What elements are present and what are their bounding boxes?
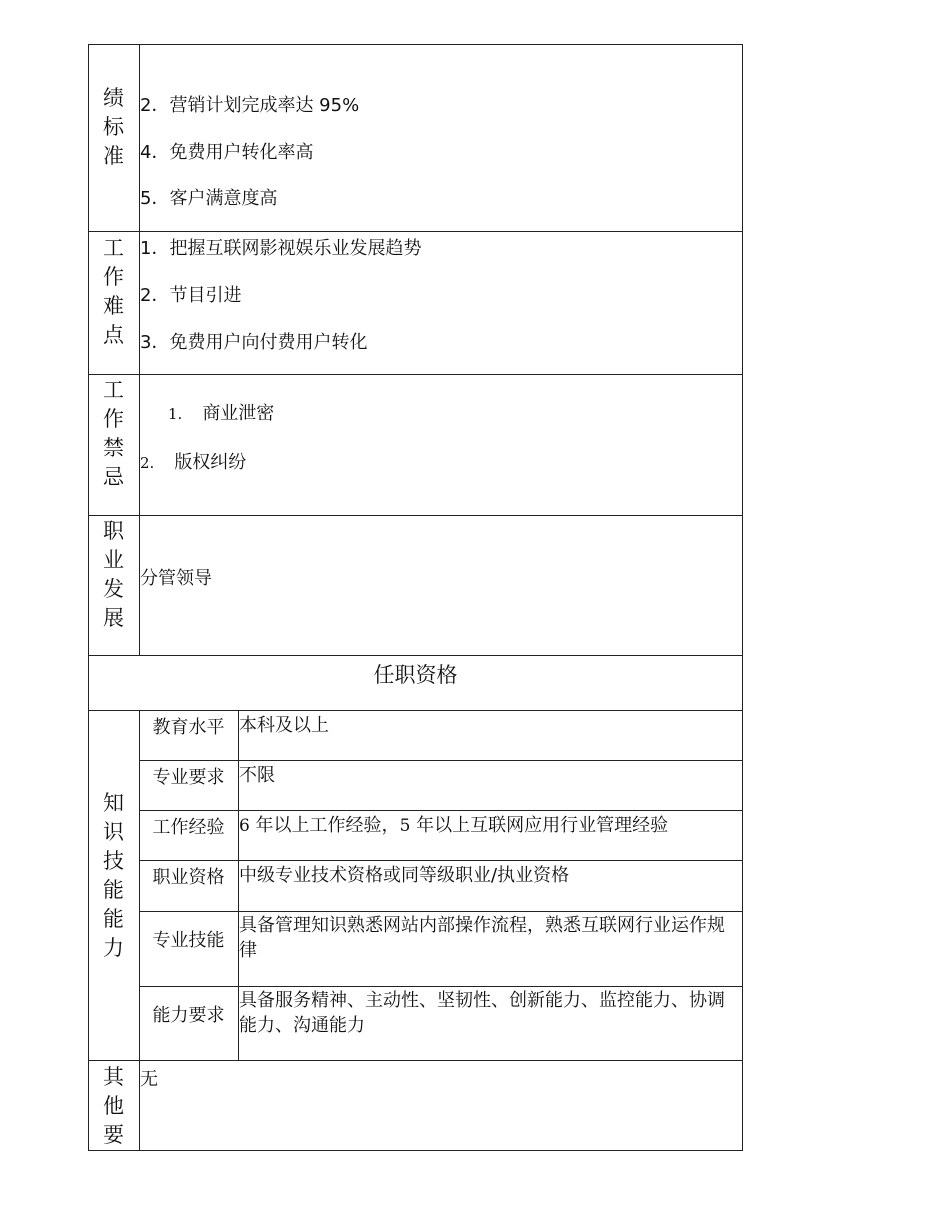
ability-value: 具备服务精神、主动性、坚韧性、创新能力、监控能力、协调能力、沟通能力 xyxy=(239,990,725,1036)
row-divider xyxy=(88,231,743,232)
difficulty-item: 3．免费用户向付费用户转化 xyxy=(140,332,368,353)
education-value: 本科及以上 xyxy=(239,715,329,736)
experience-label: 工作经验 xyxy=(152,817,225,838)
row-divider xyxy=(139,810,743,811)
taboo-item: 1. 商业泄密 xyxy=(168,403,275,424)
career-label: 职 业 发 展 xyxy=(103,519,124,630)
career-text: 分管领导 xyxy=(140,568,212,589)
row-divider xyxy=(139,860,743,861)
taboo-item: 2. 版权纠纷 xyxy=(140,452,247,473)
difficulty-item: 1．把握互联网影视娱乐业发展趋势 xyxy=(140,238,422,259)
education-label: 教育水平 xyxy=(152,717,225,738)
performance-item: 4．免费用户转化率高 xyxy=(140,142,314,163)
qualifications-title: 任职资格 xyxy=(373,663,458,687)
other-text: 无 xyxy=(140,1069,158,1090)
row-divider xyxy=(139,911,743,912)
other-label: 其 他 要 xyxy=(103,1065,124,1147)
difficulty-item: 2．节目引进 xyxy=(140,285,242,306)
row-divider xyxy=(88,710,743,711)
major-label: 专业要求 xyxy=(152,767,225,788)
certification-value: 中级专业技术资格或同等级职业/执业资格 xyxy=(239,865,570,886)
skills-value: 具备管理知识熟悉网站内部操作流程，熟悉互联网行业运作规律 xyxy=(239,915,725,961)
row-divider xyxy=(88,655,743,656)
performance-label: 绩 标 准 xyxy=(103,86,124,168)
row-divider xyxy=(88,515,743,516)
performance-item: 2．营销计划完成率达 95% xyxy=(140,95,360,116)
table-frame xyxy=(88,44,743,1151)
row-divider xyxy=(88,1060,743,1061)
experience-value: 6 年以上工作经验，5 年以上互联网应用行业管理经验 xyxy=(239,815,669,836)
row-divider xyxy=(139,986,743,987)
ability-label: 能力要求 xyxy=(152,1005,225,1026)
taboo-label: 工 作 禁 忌 xyxy=(103,378,124,489)
knowledge-skill-label: 知 识 技 能 能 力 xyxy=(103,791,124,960)
difficulty-label: 工 作 难 点 xyxy=(103,236,124,347)
row-divider xyxy=(88,374,743,375)
performance-item: 5．客户满意度高 xyxy=(140,188,278,209)
skills-label: 专业技能 xyxy=(152,930,225,951)
row-divider xyxy=(139,760,743,761)
major-value: 不限 xyxy=(239,765,275,786)
certification-label: 职业资格 xyxy=(152,867,225,888)
